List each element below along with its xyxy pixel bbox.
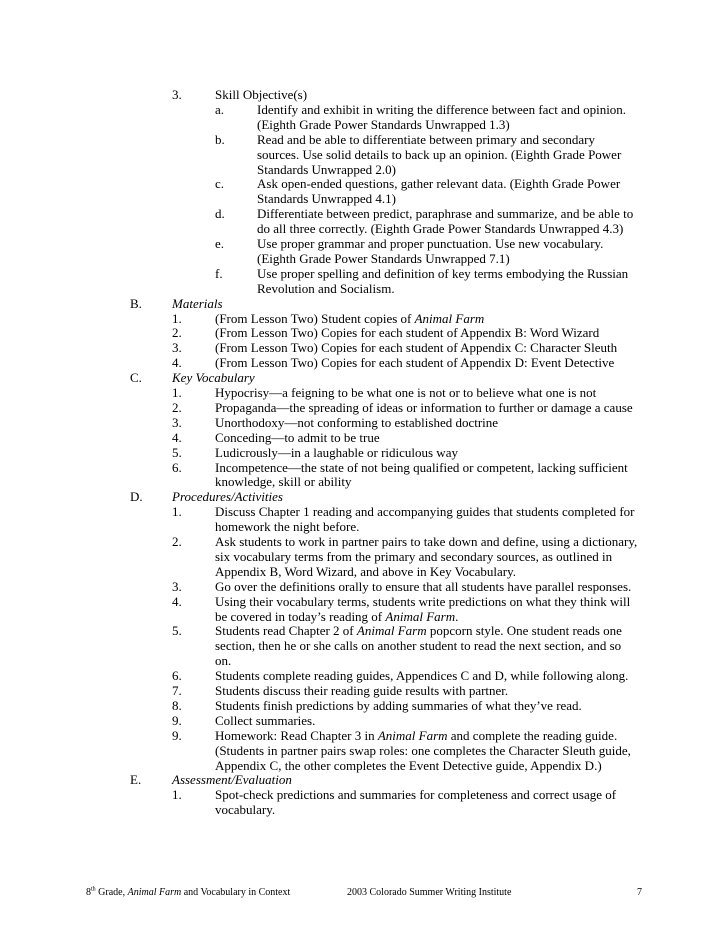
list-number: 3.: [172, 414, 182, 430]
skill-objective-text: (Eighth Grade Power Standards Unwrapped 1.3): [257, 116, 510, 132]
list-number: 1.: [172, 385, 182, 400]
list-number: 4.: [172, 355, 182, 371]
footer-book-title: Animal Farm: [127, 887, 182, 898]
skill-objective-text: Revolution and Socialism.: [257, 280, 395, 296]
vocabulary-definition: Conceding—to admit to be true: [215, 429, 380, 445]
skill-letter: a.: [215, 101, 225, 117]
skill-letter: b.: [215, 131, 225, 147]
line-segment: popcorn style. One student reads one: [426, 623, 622, 639]
vocabulary-definition: knowledge, skill or ability: [215, 474, 352, 490]
list-number: 4.: [172, 429, 182, 445]
skill-letter: c.: [215, 176, 225, 192]
line-segment: .: [455, 608, 459, 624]
list-number: 7.: [172, 683, 182, 698]
skill-objective-text: sources. Use solid details to back up an opinion. (Eighth Grade Power: [257, 146, 622, 162]
procedure-step-text: [215, 534, 637, 549]
list-number: 4.: [172, 593, 182, 609]
line-segment: Collect summaries.: [215, 712, 316, 728]
section-letter: B.: [130, 295, 142, 311]
skill-objective-text: (Eighth Grade Power Standards Unwrapped 7.1): [257, 250, 510, 266]
procedure-step-text: [215, 564, 516, 579]
procedure-step-text: [215, 594, 630, 609]
list-number: 6.: [172, 459, 182, 475]
list-number: 1.: [172, 504, 182, 520]
procedure-step-text: [215, 653, 231, 668]
skill-objective-text: Ask open-ended questions, gather relevant data. (Eighth Grade Power: [257, 176, 621, 192]
list-number: 9.: [172, 712, 182, 728]
procedure-step-text: [215, 683, 508, 698]
list-number: 1.: [172, 787, 182, 803]
materials-item-text: (From Lesson Two) Student copies of: [215, 310, 415, 326]
procedure-step-text: [215, 504, 635, 519]
procedure-step-text: [215, 713, 315, 728]
section-letter: E.: [130, 772, 142, 788]
line-segment: Go over the definitions orally to ensure that all students have parallel responses.: [215, 578, 632, 594]
list-number: 6.: [172, 668, 182, 684]
materials-item: [215, 325, 599, 340]
section-title-assessment: Assessment/Evaluation: [172, 772, 292, 788]
line-segment: Students complete reading guides, Appendices C and D, while following along.: [215, 668, 629, 684]
footer-course-text: and Vocabulary in Context: [181, 887, 291, 898]
materials-item-text: (From Lesson Two) Copies for each student of Appendix B: Word Wizard: [215, 325, 600, 341]
line-segment: on.: [215, 653, 232, 669]
skill-objective-text: Differentiate between predict, paraphrase and summarize, and be able to: [257, 206, 634, 222]
list-number: 2.: [172, 534, 182, 549]
footer-institute: 2003 Colorado Summer Writing Institute: [347, 887, 512, 898]
procedure-step-text: [215, 549, 612, 564]
vocabulary-definition: Ludicrously—in a laughable or ridiculous way: [215, 444, 458, 460]
footer-page-number: 7: [637, 887, 642, 898]
list-number: 2.: [172, 325, 182, 341]
skill-objective-text: Standards Unwrapped 2.0): [257, 161, 396, 177]
footer-grade-number: 8: [86, 887, 91, 898]
item-number: 3.: [172, 87, 182, 102]
procedure-step-text: [215, 519, 359, 534]
list-number: 1.: [172, 310, 182, 326]
skill-letter: f.: [215, 265, 223, 281]
line-segment: be covered in today’s reading of: [215, 608, 386, 624]
book-title: Animal Farm: [414, 310, 485, 326]
skill-objective-text: Identify and exhibit in writing the difference between fact and opinion.: [257, 101, 627, 117]
procedure-step-text: [215, 743, 631, 758]
line-segment: section, then he or she calls on another student to read the next section, and so: [215, 638, 622, 654]
footer-grade-suffix: th: [91, 886, 96, 893]
line-segment: Appendix B, Word Wizard, and above in Key Vocabulary.: [215, 563, 516, 579]
footer-grade-text: Grade,: [95, 887, 128, 898]
line-segment: Using their vocabulary terms, students write predictions on what they think will: [215, 593, 631, 609]
vocabulary-definition: Unorthodoxy—not conforming to established doctrine: [215, 414, 499, 430]
skill-objective-text: do all three correctly. (Eighth Grade Power Standards Unwrapped 4.3): [257, 221, 624, 237]
vocabulary-definition: Propaganda—the spreading of ideas or information to further or damage a cause: [215, 399, 633, 415]
book-title: Animal Farm: [385, 608, 456, 624]
vocabulary-definition: Incompetence—the state of not being qualified or competent, lacking sufficient: [215, 459, 628, 475]
materials-item: [215, 311, 484, 326]
list-number: 9.: [172, 727, 182, 743]
section-title-procedures: Procedures/Activities: [172, 489, 283, 505]
skill-objectives-heading: Skill Objective(s): [215, 87, 308, 102]
procedure-step-text: [215, 609, 458, 624]
list-number: 5.: [172, 623, 182, 639]
line-segment: Students finish predictions by adding summaries of what they’ve read.: [215, 697, 582, 713]
book-title: Animal Farm: [356, 623, 427, 639]
line-segment: six vocabulary terms from the primary and secondary sources, as outlined in: [215, 548, 613, 564]
vocabulary-definition: Hypocrisy—a feigning to be what one is not or to believe what one is not: [215, 385, 597, 400]
skill-letter: d.: [215, 206, 225, 222]
procedure-step-text: [215, 668, 628, 683]
list-number: 8.: [172, 697, 182, 713]
section-title-key-vocabulary: Key Vocabulary: [172, 370, 255, 386]
materials-item-text: (From Lesson Two) Copies for each student of Appendix D: Event Detective: [215, 355, 615, 371]
procedure-step-text: [215, 698, 582, 713]
footer-left: [86, 887, 290, 899]
line-segment: (Students in partner pairs swap roles: one completes the Character Sleuth guide,: [215, 742, 631, 758]
line-segment: homework the night before.: [215, 519, 360, 535]
materials-item: [215, 340, 617, 355]
procedure-step-text: [215, 579, 631, 594]
line-segment: Homework: Read Chapter 3 in: [215, 727, 378, 743]
line-segment: Ask students to work in partner pairs to take down and define, using a dictionary,: [215, 534, 638, 549]
skill-objective-text: Use proper spelling and definition of key terms embodying the Russian: [257, 265, 629, 281]
materials-item-text: (From Lesson Two) Copies for each student of Appendix C: Character Sleuth: [215, 340, 618, 356]
list-number: 3.: [172, 340, 182, 356]
procedure-step-text: [215, 623, 622, 638]
procedure-step-text: [215, 638, 621, 653]
skill-objective-text: Read and be able to differentiate between primary and secondary: [257, 131, 595, 147]
skill-objective-text: Use proper grammar and proper punctuation. Use new vocabulary.: [257, 236, 604, 251]
line-segment: Students read Chapter 2 of: [215, 623, 357, 639]
section-title-materials: Materials: [172, 295, 223, 311]
list-number: 3.: [172, 578, 182, 594]
line-segment: and complete the reading guide.: [447, 727, 618, 743]
section-letter: C.: [130, 370, 142, 386]
procedure-step-text: [215, 728, 617, 743]
procedure-step-text: [215, 758, 602, 773]
section-letter: D.: [130, 489, 143, 505]
assessment-text: vocabulary.: [215, 802, 276, 818]
book-title: Animal Farm: [377, 727, 448, 743]
list-number: 2.: [172, 399, 182, 415]
line-segment: Appendix C, the other completes the Event Detective guide, Appendix D.): [215, 757, 602, 773]
line-segment: Discuss Chapter 1 reading and accompanying guides that students completed for: [215, 504, 635, 520]
line-segment: Students discuss their reading guide results with partner.: [215, 683, 509, 698]
list-number: 5.: [172, 444, 182, 460]
skill-letter: e.: [215, 236, 225, 251]
materials-item: [215, 355, 614, 370]
skill-objective-text: Standards Unwrapped 4.1): [257, 191, 396, 207]
assessment-text: Spot-check predictions and summaries for completeness and correct usage of: [215, 787, 617, 803]
